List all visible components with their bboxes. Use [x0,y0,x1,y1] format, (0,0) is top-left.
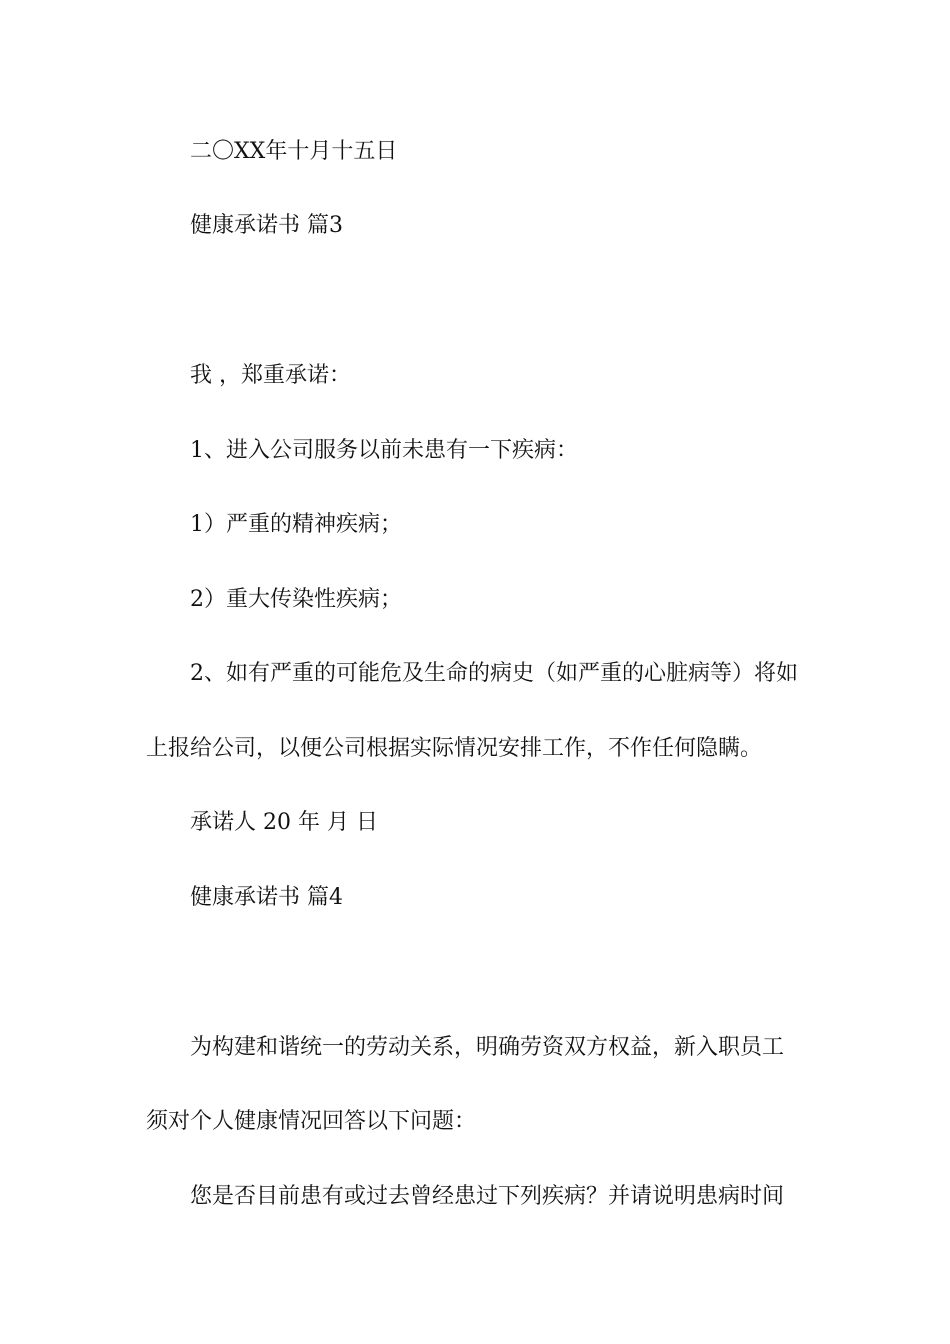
pledge-item-1: 1、进入公司服务以前未患有一下疾病： [190,438,578,463]
pledge-item-2-line-2: 上报给公司，以便公司根据实际情况安排工作，不作任何隐瞒。 [146,736,763,761]
pledge-item-2-line-1: 2、如有严重的可能危及生命的病史（如严重的心脏病等）将如 [190,661,798,686]
pledge-item-1-sub-1: 1）严重的精神疾病； [190,512,402,537]
signature-line: 承诺人 20 年 月 日 [190,810,378,835]
pledge-intro: 我 ，郑重承诺： [190,363,351,388]
section4-heading: 健康承诺书 篇4 [190,885,343,910]
section3-heading: 健康承诺书 篇3 [190,213,343,238]
section4-paragraph-1-line-2: 须对个人健康情况回答以下问题： [146,1109,477,1134]
pledge-item-1-sub-2: 2）重大传染性疾病； [190,587,402,612]
section4-paragraph-2-line-1: 您是否目前患有或过去曾经患过下列疾病？并请说明患病时间 [190,1184,785,1209]
section4-paragraph-1-line-1: 为构建和谐统一的劳动关系，明确劳资双方权益，新入职员工 [190,1035,785,1060]
date-line: 二〇XX年十月十五日 [190,139,398,164]
